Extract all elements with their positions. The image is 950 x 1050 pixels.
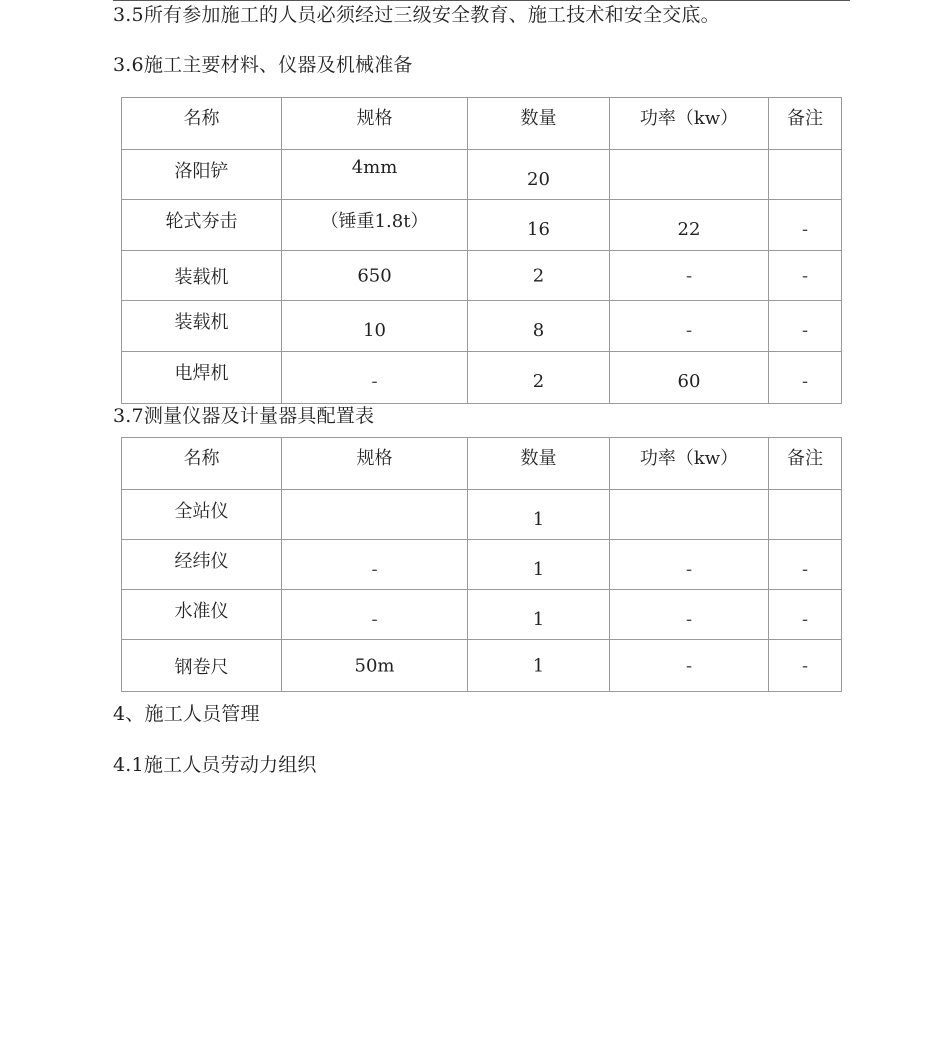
heading-4: 4、施工人员管理: [113, 703, 260, 725]
cell-spec: [282, 490, 468, 540]
cell-name: 水准仪: [122, 590, 282, 640]
cell-spec: 10: [282, 301, 468, 352]
cell-spec: （锤重1.8t）: [282, 200, 468, 251]
cell-remark: -: [769, 640, 842, 692]
cell-power: -: [610, 301, 769, 352]
cell-quantity: 1: [468, 540, 610, 590]
header-power: 功率（kw）: [610, 438, 769, 490]
cell-quantity: 1: [468, 590, 610, 640]
cell-spec: -: [282, 590, 468, 640]
header-remark: 备注: [769, 98, 842, 150]
measuring-instruments-table: [121, 437, 842, 692]
cell-name: 装载机: [122, 301, 282, 352]
table-row: [122, 301, 842, 352]
table-row: [122, 251, 842, 301]
cell-name: 经纬仪: [122, 540, 282, 590]
cell-name: 电焊机: [122, 352, 282, 404]
cell-quantity: 1: [468, 490, 610, 540]
table-row: [122, 200, 842, 251]
table-row: [122, 590, 842, 640]
cell-quantity: 8: [468, 301, 610, 352]
cell-remark: [769, 490, 842, 540]
table-header-row: [122, 98, 842, 150]
cell-power: [610, 490, 769, 540]
cell-power: 60: [610, 352, 769, 404]
cell-spec: -: [282, 352, 468, 404]
cell-remark: -: [769, 352, 842, 404]
cell-quantity: 2: [468, 251, 610, 301]
header-quantity: 数量: [468, 438, 610, 490]
cell-spec: -: [282, 540, 468, 590]
cell-power: 22: [610, 200, 769, 251]
cell-quantity: 2: [468, 352, 610, 404]
cell-power: [610, 150, 769, 200]
header-spec: 规格: [282, 438, 468, 490]
materials-equipment-table: [121, 97, 842, 404]
cell-remark: -: [769, 301, 842, 352]
cell-power: -: [610, 590, 769, 640]
heading-4-1: 4.1施工人员劳动力组织: [113, 754, 317, 776]
cell-spec: 4mm: [282, 150, 468, 200]
cell-name: 洛阳铲: [122, 150, 282, 200]
cell-power: -: [610, 640, 769, 692]
table-row: [122, 640, 842, 692]
cell-power: -: [610, 251, 769, 301]
page-top-rule: [113, 0, 850, 1]
cell-name: 全站仪: [122, 490, 282, 540]
cell-quantity: 1: [468, 640, 610, 692]
heading-3-7: 3.7测量仪器及计量器具配置表: [113, 405, 375, 427]
cell-power: -: [610, 540, 769, 590]
cell-remark: [769, 150, 842, 200]
table-row: [122, 150, 842, 200]
cell-remark: -: [769, 200, 842, 251]
header-quantity: 数量: [468, 98, 610, 150]
cell-spec: 50m: [282, 640, 468, 692]
table-header-row: [122, 438, 842, 490]
table-row: [122, 490, 842, 540]
header-name: 名称: [122, 438, 282, 490]
cell-quantity: 16: [468, 200, 610, 251]
cell-name: 轮式夯击: [122, 200, 282, 251]
cell-remark: -: [769, 590, 842, 640]
paragraph-3-5: 3.5所有参加施工的人员必须经过三级安全教育、施工技术和安全交底。: [113, 4, 720, 26]
cell-spec: 650: [282, 251, 468, 301]
heading-3-6: 3.6施工主要材料、仪器及机械准备: [113, 54, 413, 76]
cell-quantity: 20: [468, 150, 610, 200]
header-power: 功率（kw）: [610, 98, 769, 150]
cell-remark: -: [769, 540, 842, 590]
header-remark: 备注: [769, 438, 842, 490]
header-name: 名称: [122, 98, 282, 150]
cell-remark: -: [769, 251, 842, 301]
cell-name: 钢卷尺: [122, 640, 282, 692]
header-spec: 规格: [282, 98, 468, 150]
table-row: [122, 352, 842, 404]
cell-name: 装载机: [122, 251, 282, 301]
table-row: [122, 540, 842, 590]
